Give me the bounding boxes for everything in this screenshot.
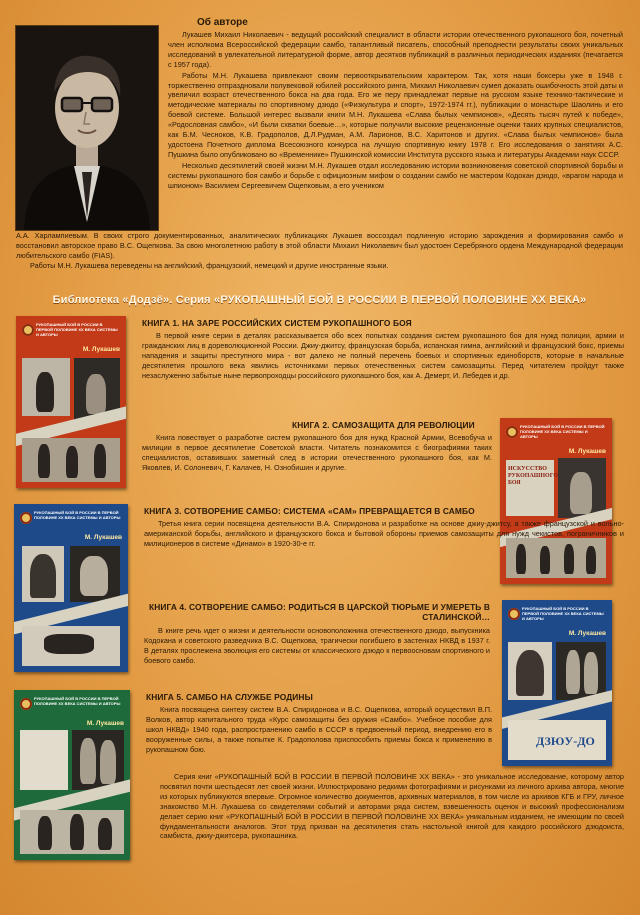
cover-series-line: РУКОПАШНЫЙ БОЙ В РОССИИ В ПЕРВОЙ ПОЛОВИНЕ XX ВЕКА СИСТЕМЫ И АВТОРЫ — [520, 424, 605, 439]
about-text-wide — [16, 231, 623, 271]
cover-photo — [20, 730, 68, 790]
book-1-description: В первой книге серии в деталях рассказывается обо всех попытках создания систем рукопашного боя для нужд полиции, армии и гражданских лиц в дореволюционной России. Джиу-джитсу, французская борьба, испанская гимна, английский и французский бокс, приемы нападения и защиты преступного мира - вот далеко не полный перечень боевых и спортивных единоборств, которые в начальные десятилетия прошлого века явились источниками первых отечественных систем самозащиты. Перед читателем пройдут также незаслуженно забытые ныне первопроходцы российского рукопашного боя, как А. Демерт, И. Лебедев и др. — [142, 331, 624, 380]
book-1-text — [142, 331, 624, 381]
cover-author: М. Лукашев — [84, 534, 122, 541]
cover-figure — [70, 814, 84, 850]
dojo-emblem-icon — [506, 426, 518, 438]
book-5-cover[interactable] — [14, 690, 130, 860]
dojo-emblem-icon — [20, 698, 32, 710]
cover-figure — [100, 740, 116, 784]
cover-author: М. Лукашев — [82, 346, 120, 353]
book-4-title-line-2: СТАЛИНСКОЙ… — [422, 612, 490, 622]
book-3-cover[interactable] — [14, 504, 128, 672]
dojo-emblem-icon — [22, 324, 34, 336]
book-2-cover[interactable] — [500, 418, 612, 584]
cover-figure — [584, 652, 598, 694]
book-1-cover[interactable] — [16, 316, 126, 488]
cover-figure — [66, 446, 78, 478]
cover-figure — [94, 444, 106, 478]
about-paragraph-3a: Несколько десятилетий своей жизни М.Н. Лукашев отдал исследованию истории возникновения советской спортивной борьбы и системы рукопашного боя самбо и борьбе с официозным мифом о создании самбо не мастером Кодокан дзюдо, «врагом народа и шпионом» Василием Сергеевичем Ощепковым, а его учеником — [168, 160, 623, 190]
book-4-title-line-1: КНИГА 4. СОТВОРЕНИЕ САМБО: РОДИТЬСЯ В ЦАРСКОЙ ТЮРЬМЕ И УМЕРЕТЬ В — [149, 602, 490, 612]
cover-book-title: ИСКУССТВО РУКОПАШНОГО БОЯ — [508, 466, 559, 486]
series-summary-text: Серия книг «РУКОПАШНЫЙ БОЙ В РОССИИ В ПЕРВОЙ ПОЛОВИНЕ XX ВЕКА» - это уникальное исследование, которому автор посвятил почти шестьдесят лет своей жизни. Иллюстрировано редкими фотографиями и рисунками из личного архива автора, многие из которых публикуются впервые. Огромное количество документов, архивных материалов, в том числе из архивов КГБ и ГРУ, личное знакомство М.Н. Лукашева со свидетелями событий и авторами ряда систем, взвешенность оценок и высокий профессионализм делает серию книг «РУКОПАШНЫЙ БОЙ В РОССИИ В ПЕРВОЙ ПОЛОВИНЕ XX ВЕКА» уникальным изданием, не имеющим по своей фундаментальности аналогов. Этот труд призван на десятилетия стать настольной книгой для каждого российского дзюдоиста, самбиста, джиу-джитсера, рукопашника. — [160, 772, 624, 841]
cover-figure — [36, 372, 54, 412]
dojo-emblem-icon — [508, 608, 520, 620]
cover-book-title: ДЗЮУ-ДО — [536, 734, 595, 748]
book-5-text — [146, 705, 492, 755]
cover-figure — [586, 546, 596, 574]
author-portrait — [16, 26, 158, 230]
cover-figure — [566, 650, 580, 694]
book-2-text — [142, 433, 492, 473]
book-1-title: КНИГА 1. НА ЗАРЕ РОССИЙСКИХ СИСТЕМ РУКОПАШНОГО БОЯ — [142, 318, 412, 328]
series-heading: Библиотека «Додзё». Серия «РУКОПАШНЫЙ БОЙ В РОССИИ В ПЕРВОЙ ПОЛОВИНЕ XX ВЕКА» — [52, 294, 587, 306]
book-4-cover[interactable] — [502, 600, 612, 766]
series-summary — [160, 772, 624, 841]
cover-author: М. Лукашев — [86, 720, 124, 727]
cover-figure — [86, 374, 106, 414]
cover-figure — [30, 554, 56, 598]
about-paragraph-4: Работы М.Н. Лукашева переведены на английский, французский, немецкий и другие иностранные языки. — [30, 260, 389, 270]
cover-figure — [38, 816, 52, 850]
book-4-title — [144, 602, 490, 622]
cover-author: М. Лукашев — [568, 448, 606, 455]
cover-series-line: РУКОПАШНЫЙ БОЙ В РОССИИ В ПЕРВОЙ ПОЛОВИНЕ XX ВЕКА СИСТЕМЫ И АВТОРЫ — [34, 696, 121, 706]
about-paragraph-3b: А.А. Харлампиевым. В своих строго документированных, аналитических публикациях Лукашев воссоздал подлинную историю зарождения и формирования самбо и восстановил авторское право В.С. Ощепкова. За свою многолетнюю работу в этой области Михаил Николаевич был удостоен Серебряного ордена Международной федерации любительского самбо (FIAS). — [16, 231, 623, 260]
cover-figure — [44, 634, 94, 654]
book-2-description: Книга повествует о разработке систем рукопашного боя для нужд Красной Армии, Всевобуча и милиции в первое десятилетие Советской власти. Читатель познакомится с биографиями таких специалистов, оставивших заметный след в истории отечественного рукопашного боя, как М. Яковлев, И. Солоневич, Г. Калачев, Н. Ознобишин и другие. — [142, 433, 492, 472]
cover-figure — [570, 472, 592, 514]
cover-header — [20, 320, 122, 346]
dojo-emblem-icon — [20, 512, 32, 524]
cover-header — [504, 422, 608, 448]
cover-series-line: РУКОПАШНЫЙ БОЙ В РОССИИ В ПЕРВОЙ ПОЛОВИНЕ XX ВЕКА СИСТЕМЫ И АВТОРЫ — [34, 510, 121, 520]
cover-header — [506, 604, 608, 630]
book-3-text — [144, 519, 624, 549]
cover-header — [18, 694, 126, 720]
author-portrait-image — [16, 26, 158, 230]
about-text — [168, 30, 623, 192]
cover-header — [18, 508, 124, 534]
about-paragraph-1: Лукашев Михаил Николаевич - ведущий российский специалист в области истории отечественного рукопашного боя, почетный член исполкома Всероссийской федерации самбо, талантливый писатель, способный преподнести результаты своих уникальных исследований в увлекательной литературной форме, автор десятков публикаций в различных периодических изданиях (печатается с 1957 года). — [168, 30, 623, 69]
cover-figure — [38, 444, 50, 478]
cover-figure — [516, 650, 544, 696]
cover-series-line: РУКОПАШНЫЙ БОЙ В РОССИИ В ПЕРВОЙ ПОЛОВИНЕ XX ВЕКА СИСТЕМЫ И АВТОРЫ — [522, 606, 604, 621]
about-paragraph-2: Работы М.Н. Лукашева привлекают своим первооткрывательским характером. Так, хотя наши боксеры уже в 1948 г. торжественно отпраздновали полувековой юбилей российского ринга, Михаил Николаевич сумел доказать ошибочность этой даты и увеличил возраст отечественного бокса на два года. Его же перу принадлежат первые на русском языке технико-тактические и методические материалы по спортивному дзюдо («Физкультура и спорт», 1972-1974 гг.), публикации о монастыре Шаолинь и его боевой системе. Большой интерес вызвали книги М.Н. Лукашева «Слава былых чемпионов», «Десять тысяч путей к победе», «Родословная самбо», «И были схватки боевые…», которые получили высокие рецензионные оценки таких крупных специалистов, как Б.М. Чесноков, К.В. Градополов, Д.Л.Рудман, А.М. Ларионов, В.С. Харитонов и других. «Слава былых чемпионов» была удостоена Почетного диплома Всесоюзного конкурса на лучшую спортивную книгу 1978 г. Его исследования о занятиях А.С. Пушкина было опубликовано во «Временнике» Пушкинской комиссии Института русского языка и литературы Академии наук СССР. — [168, 70, 623, 159]
cover-figure — [80, 738, 96, 784]
book-3-title: КНИГА 3. СОТВОРЕНИЕ САМБО: СИСТЕМА «САМ» ПРЕВРАЩАЕТСЯ В САМБО — [144, 506, 475, 516]
book-3-description: Третья книга серии посвящена деятельности В.А. Спиридонова и разработке на основе джиу-джитсу, а также французской и вольно-американской борьбы, английского и французского бокса и бытовой обороны приемов самозащиты для нужд чекистов, пограничников и милиционеров в системе «Динамо» в 1920-30-е гг. — [144, 519, 624, 548]
cover-author: М. Лукашев — [568, 630, 606, 637]
cover-series-line: РУКОПАШНЫЙ БОЙ В РОССИИ В ПЕРВОЙ ПОЛОВИНЕ XX ВЕКА СИСТЕМЫ И АВТОРЫ — [36, 322, 118, 337]
book-5-title: КНИГА 5. САМБО НА СЛУЖБЕ РОДИНЫ — [146, 692, 313, 702]
cover-figure — [540, 546, 550, 574]
book-4-description: В книге речь идет о жизни и деятельности основоположника отечественного дзюдо, выпускника Кодокана и советского разведчика В.С. Ощепкова, трагически погибшего в застенках НКВД в 1937 г. В деталях прослежена эволюция его системы от классического дзюдо к первоосновам спортивного и боевого самбо. — [144, 626, 490, 665]
cover-figure — [98, 818, 112, 850]
book-2-title: КНИГА 2. САМОЗАЩИТА ДЛЯ РЕВОЛЮЦИИ — [292, 420, 475, 430]
book-5-description: Книга посвящена синтезу систем В.А. Спиридонова и В.С. Ощепкова, который осуществил В.П. Волков, автор капитального труда «Курс самозащиты без оружия «Самбо». Учебное пособие для школ НКВД» 1940 года, распространению самбо в СССР в предвоенный период, внедрению его в вооруженные силы, а также попытке К. Градополова приспособить приемы бокса к применению в рукопашном бою. — [146, 705, 492, 754]
cover-photo — [556, 642, 606, 700]
book-4-text — [144, 626, 490, 666]
cover-figure — [80, 556, 108, 596]
about-title: Об авторе — [197, 17, 248, 28]
